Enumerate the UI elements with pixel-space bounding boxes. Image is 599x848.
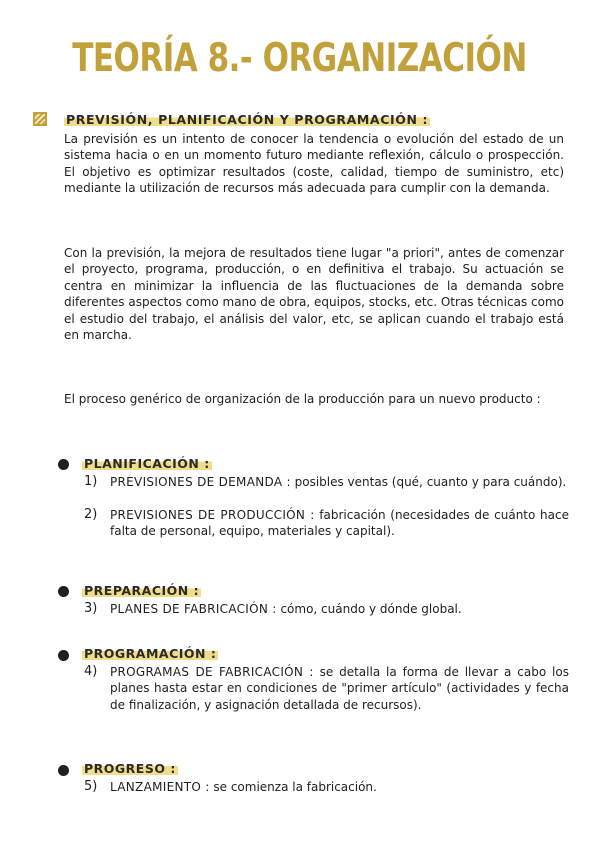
phase-heading-planificacion: PLANIFICACIÓN : (84, 456, 210, 471)
phase-heading-preparacion: PREPARACIÓN : (84, 583, 200, 598)
page-title: TEORÍA 8.- ORGANIZACIÓN (72, 36, 527, 81)
item-text: LANZAMIENTO : se comienza la fabricación. (110, 780, 377, 794)
section-bullet-icon (33, 112, 47, 126)
item-text: PREVISIONES DE PRODUCCIÓN : fabricación (necesidades de cuánto hace falta de personal, equipo, materiales y capital). (110, 508, 569, 539)
phase-item (84, 779, 569, 795)
item-text: PLANES DE FABRICACIÓN : cómo, cuándo y dónde global. (110, 602, 462, 616)
section-heading-text: PREVISIÓN, PLANIFICACIÓN Y PROGRAMACIÓN : (66, 112, 429, 127)
item-text: PROGRAMAS DE FABRICACIÓN : se detalla la forma de llevar a cabo los planes hasta estar en condiciones de "primer artículo" (actividades y fecha de finalización, y asignación detallada de recursos). (110, 665, 569, 712)
phase-item (84, 474, 569, 490)
phase-item (84, 507, 569, 540)
item-number: 1) (84, 474, 98, 489)
item-number: 4) (84, 664, 98, 679)
phase-item (84, 664, 569, 713)
phase-heading-programacion: PROGRAMACIÓN : (84, 646, 217, 661)
item-number: 5) (84, 779, 98, 794)
bullet-dot-icon (58, 765, 69, 776)
phase-heading-progreso: PROGRESO : (84, 761, 176, 776)
phase-item (84, 601, 569, 617)
paragraph-a-priori: Con la previsión, la mejora de resultados tiene lugar "a priori", antes de comenzar el proyecto, programa, producción, o en definitiva el trabajo. Su actuación se centra en minimizar la influencia de las fluctuaciones de la demanda sobre diferentes aspectos como mano de obra, equipos, stocks, etc. Otras técnicas como el estudio del trabajo, el análisis del valor, etc, se aplican cuando el trabajo está en marcha. (64, 246, 564, 343)
paragraph-process: El proceso genérico de organización de la producción para un nuevo producto : (64, 392, 541, 406)
item-number: 2) (84, 507, 98, 522)
bullet-dot-icon (58, 459, 69, 470)
item-text: PREVISIONES DE DEMANDA : posibles ventas (qué, cuanto y para cuándo). (110, 475, 567, 489)
bullet-dot-icon (58, 586, 69, 597)
item-number: 3) (84, 601, 98, 616)
bullet-dot-icon (58, 650, 69, 661)
paragraph-prevision: La previsión es un intento de conocer la tendencia o evolución del estado de un sistema hacia o en un momento futuro mediante reflexión, cálculo o prospección. El objetivo es optimizar resultados (coste, calidad, tiempo de suministro, etc) mediante la utilización de recursos más adecuada para cumplir con la demanda. (64, 132, 564, 196)
section-heading (64, 112, 430, 127)
